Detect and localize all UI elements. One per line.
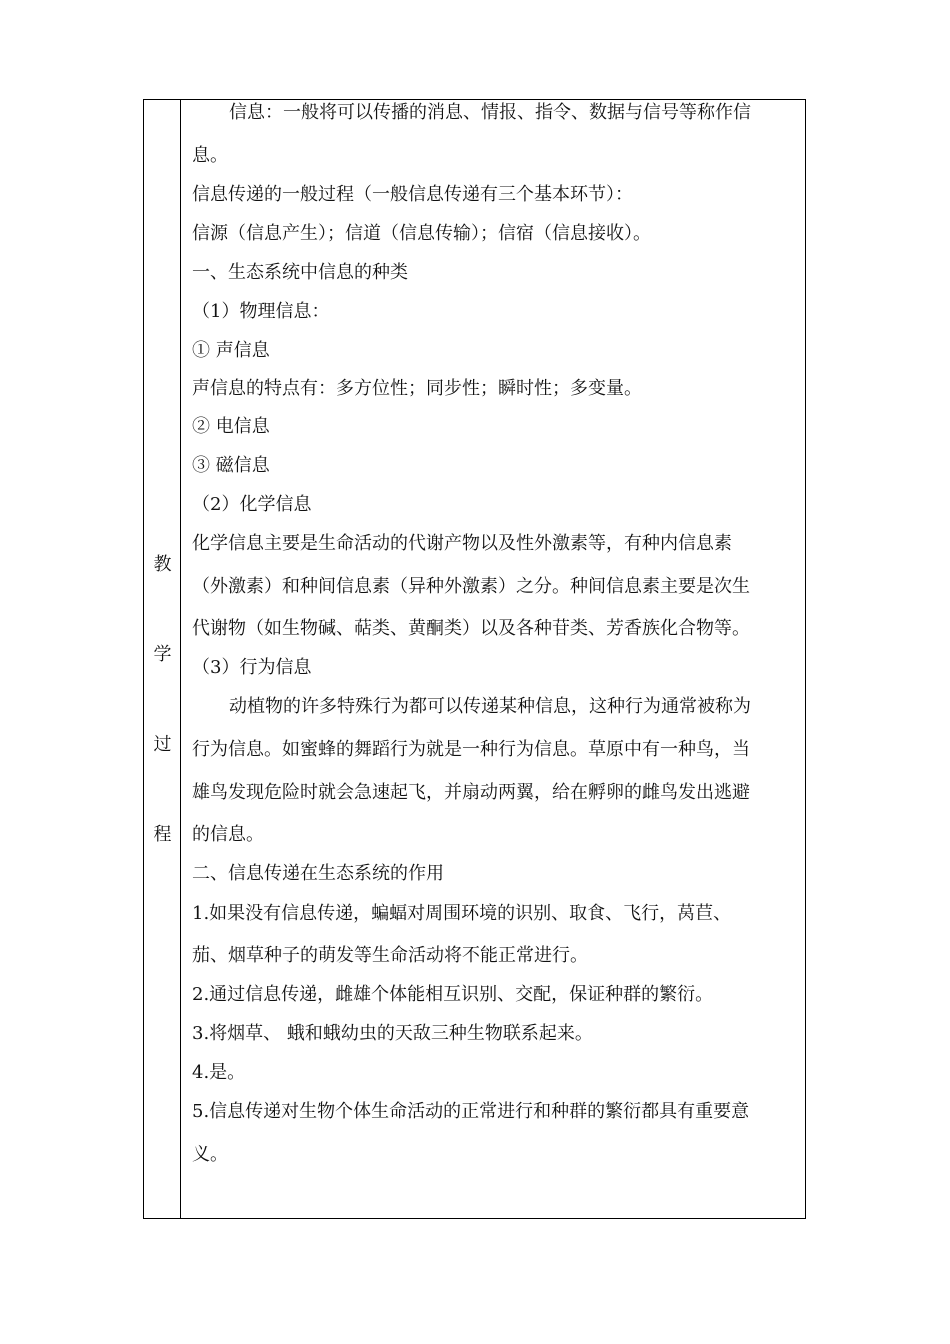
- text-line: 声信息的特点有：多方位性；同步性；瞬时性；多变量。: [192, 378, 642, 399]
- side-label-char: 教: [153, 554, 172, 575]
- side-label-char: 程: [153, 824, 172, 845]
- text-line: 1.如果没有信息传递，蝙蝠对周围环境的识别、取食、飞行，莴苣、: [192, 903, 732, 924]
- text-line: ③ 磁信息: [192, 455, 270, 476]
- text-line: ① 声信息: [192, 340, 270, 361]
- text-line: （外激素）和种间信息素（异种外激素）之分。种间信息素主要是次生: [192, 576, 750, 597]
- lesson-table: [143, 99, 806, 1219]
- subheading: （1）物理信息：: [192, 301, 330, 322]
- text-line: 信源（信息产生）；信道（信息传输）；信宿（信息接收）。: [192, 223, 651, 244]
- subheading: （3）行为信息: [192, 657, 312, 678]
- side-label-column: [144, 100, 181, 1218]
- section-heading: 二、信息传递在生态系统的作用: [192, 863, 444, 884]
- text-line: 动植物的许多特殊行为都可以传递某种信息，这种行为通常被称为: [229, 696, 751, 717]
- text-line: 信息传递的一般过程（一般信息传递有三个基本环节）：: [192, 184, 633, 205]
- text-line: 4.是。: [192, 1062, 246, 1083]
- text-line: 息。: [192, 145, 228, 166]
- text-line: ② 电信息: [192, 416, 270, 437]
- text-line: 5.信息传递对生物个体生命活动的正常进行和种群的繁衍都具有重要意: [192, 1101, 750, 1122]
- text-line: 行为信息。如蜜蜂的舞蹈行为就是一种行为信息。草原中有一种鸟，当: [192, 739, 750, 760]
- text-line: 信息：一般将可以传播的消息、情报、指令、数据与信号等称作信: [229, 102, 751, 123]
- text-line: 2.通过信息传递，雌雄个体能相互识别、交配，保证种群的繁衍。: [192, 984, 714, 1005]
- side-label-char: 过: [153, 734, 172, 755]
- text-line: 的信息。: [192, 824, 264, 845]
- text-line: 义。: [192, 1144, 228, 1165]
- text-line: 3.将烟草、 蛾和蛾幼虫的天敌三种生物联系起来。: [192, 1023, 593, 1044]
- subheading: （2）化学信息: [192, 494, 312, 515]
- text-line: 茄、烟草种子的萌发等生命活动将不能正常进行。: [192, 945, 588, 966]
- side-label-char: 学: [153, 644, 172, 665]
- text-line: 化学信息主要是生命活动的代谢产物以及性外激素等，有种内信息素: [192, 533, 732, 554]
- text-line: 雄鸟发现危险时就会急速起飞，并扇动两翼，给在孵卵的雌鸟发出逃避: [192, 782, 750, 803]
- section-heading: 一、生态系统中信息的种类: [192, 262, 408, 283]
- text-line: 代谢物（如生物碱、萜类、黄酮类）以及各种苷类、芳香族化合物等。: [192, 618, 750, 639]
